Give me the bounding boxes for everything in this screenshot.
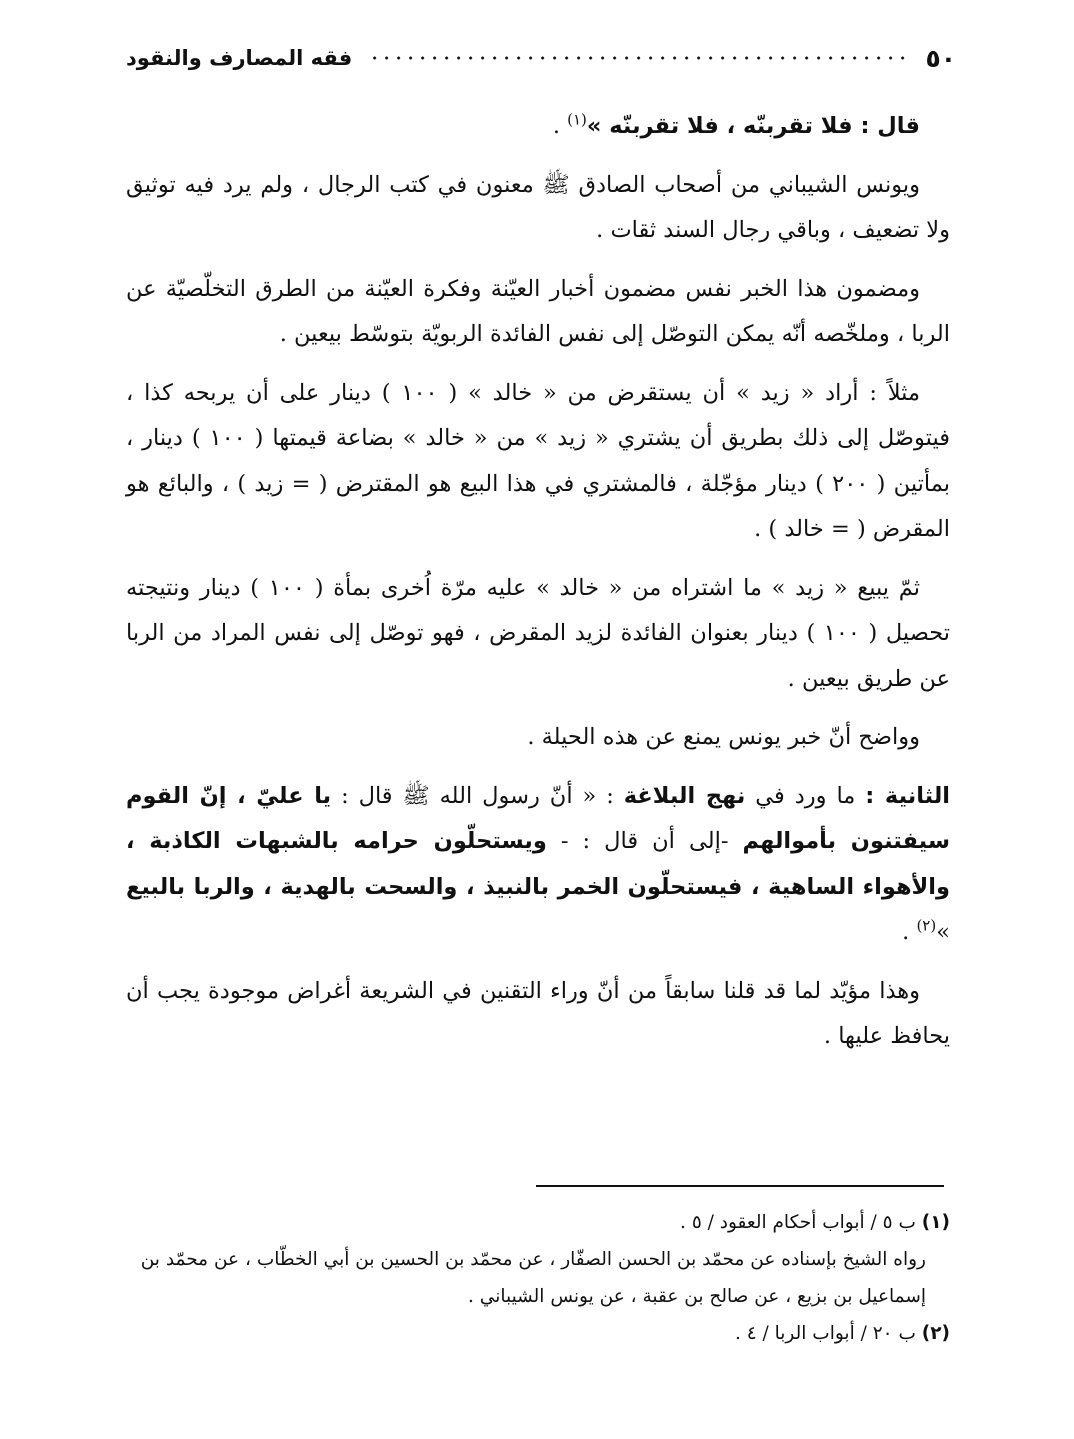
dotted-leader <box>366 55 911 61</box>
footnote-2-number: (٢) <box>921 1323 950 1344</box>
footnote-1-detail: رواه الشيخ بإسناده عن محمّد بن الحسن الصفّار ، عن محمّد بن الحسين بن أبي الخطّاب ، عن محمّد بن إسماعيل بن بزيع ، عن صالح بن عقبة ، عن يونس الشيباني . <box>140 1249 926 1307</box>
paragraph-second-evidence: الثانية : ما ورد في نهج البلاغة : « أنّ رسول الله ﷺ قال : يا عليّ ، إنّ القوم سيفتنون بأموالهم -إلى أن قال : - ويستحلّون حرامه بالشبهات الكاذبة ، والأهواء الساهية ، فيستحلّون الخمر بالنبيذ ، والسحت بالهدية ، والربا بالبيع »$^{(٢)}$ . <box>126 782 950 945</box>
footnote-2: (٢) ب ٢٠ / أبواب الربا / ٤ . <box>734 1323 950 1344</box>
paragraph-result: ثمّ يبيع « زيد » ما اشتراه من « خالد » عليه مرّة اُخرى بمأة ( ١٠٠ ) دينار ونتيجته تحصيل ( ١٠٠ ) دينار بعنوان الفائدة لزيد المقرض ، فهو توصّل إلى نفس المراد من الربا عن طريق بيعين . <box>126 574 950 692</box>
hadith-quote-1: يا عليّ ، إنّ القوم سيفتنون بأموالهم <box>126 782 950 854</box>
main-text <box>126 104 950 1073</box>
hadith-quote-2: ويستحلّون حرامه بالشبهات الكاذبة ، والأهواء الساهية ، فيستحلّون الخمر بالنبيذ ، والسحت بالهدية ، والربا بالبيع <box>126 828 950 900</box>
paragraph-quote-end: قال : فلا تقربنّه ، فلا تقربنّه »$^{(١)}$ . <box>552 110 920 139</box>
footnotes <box>126 1204 950 1352</box>
page-header <box>126 38 956 78</box>
quote-text: قال : فلا تقربنّه ، فلا تقربنّه » <box>586 113 920 139</box>
footnote-ref-1[interactable]: (١) <box>567 110 587 129</box>
footnote-1: (١) ب ٥ / أبواب أحكام العقود / ٥ . <box>680 1212 950 1233</box>
book-title: نهج البلاغة <box>623 782 746 809</box>
page-number: ٥٠ <box>925 43 956 73</box>
footnote-ref-2[interactable]: (٢) <box>916 916 937 935</box>
paragraph-conclusion: وواضح أنّ خبر يونس يمنع عن هذه الحيلة . <box>527 724 920 750</box>
paragraph-final: وهذا مؤيّد لما قد قلنا سابقاً من أنّ وراء التقنين في الشريعة أغراض موجودة يجب أن يحافظ عليها . <box>126 977 950 1049</box>
section-label: الثانية : <box>865 782 950 809</box>
running-title: فقه المصارف والنقود <box>126 46 353 70</box>
paragraph-narrator: ويونس الشيباني من أصحاب الصادق ﷺ معنون في كتب الرجال ، ولم يرد فيه توثيق ولا تضعيف ، وباقي رجال السند ثقات . <box>126 171 950 243</box>
paragraph-example: مثلاً : أراد « زيد » أن يستقرض من « خالد » ( ١٠٠ ) دينار على أن يربحه كذا ، فيتوصّل إلى ذلك بطريق أن يشتري « زيد » من « خالد » بضاعة قيمتها ( ١٠٠ ) دينار ، بمأتين ( ٢٠٠ ) دينار مؤجّلة ، فالمشتري في هذا البيع هو المقترض ( = زيد ) ، والبائع هو المقرض ( = خالد ) . <box>126 379 950 542</box>
footnote-1-number: (١) <box>921 1212 950 1233</box>
footnote-separator <box>536 1185 944 1187</box>
paragraph-summary: ومضمون هذا الخبر نفس مضمون أخبار العيّنة وفكرة العيّنة من الطرق التخلّصيّة عن الربا ، وملخّصه أنّه يمكن التوصّل إلى نفس الفائدة الربويّة بتوسّط بيعين . <box>126 275 950 347</box>
